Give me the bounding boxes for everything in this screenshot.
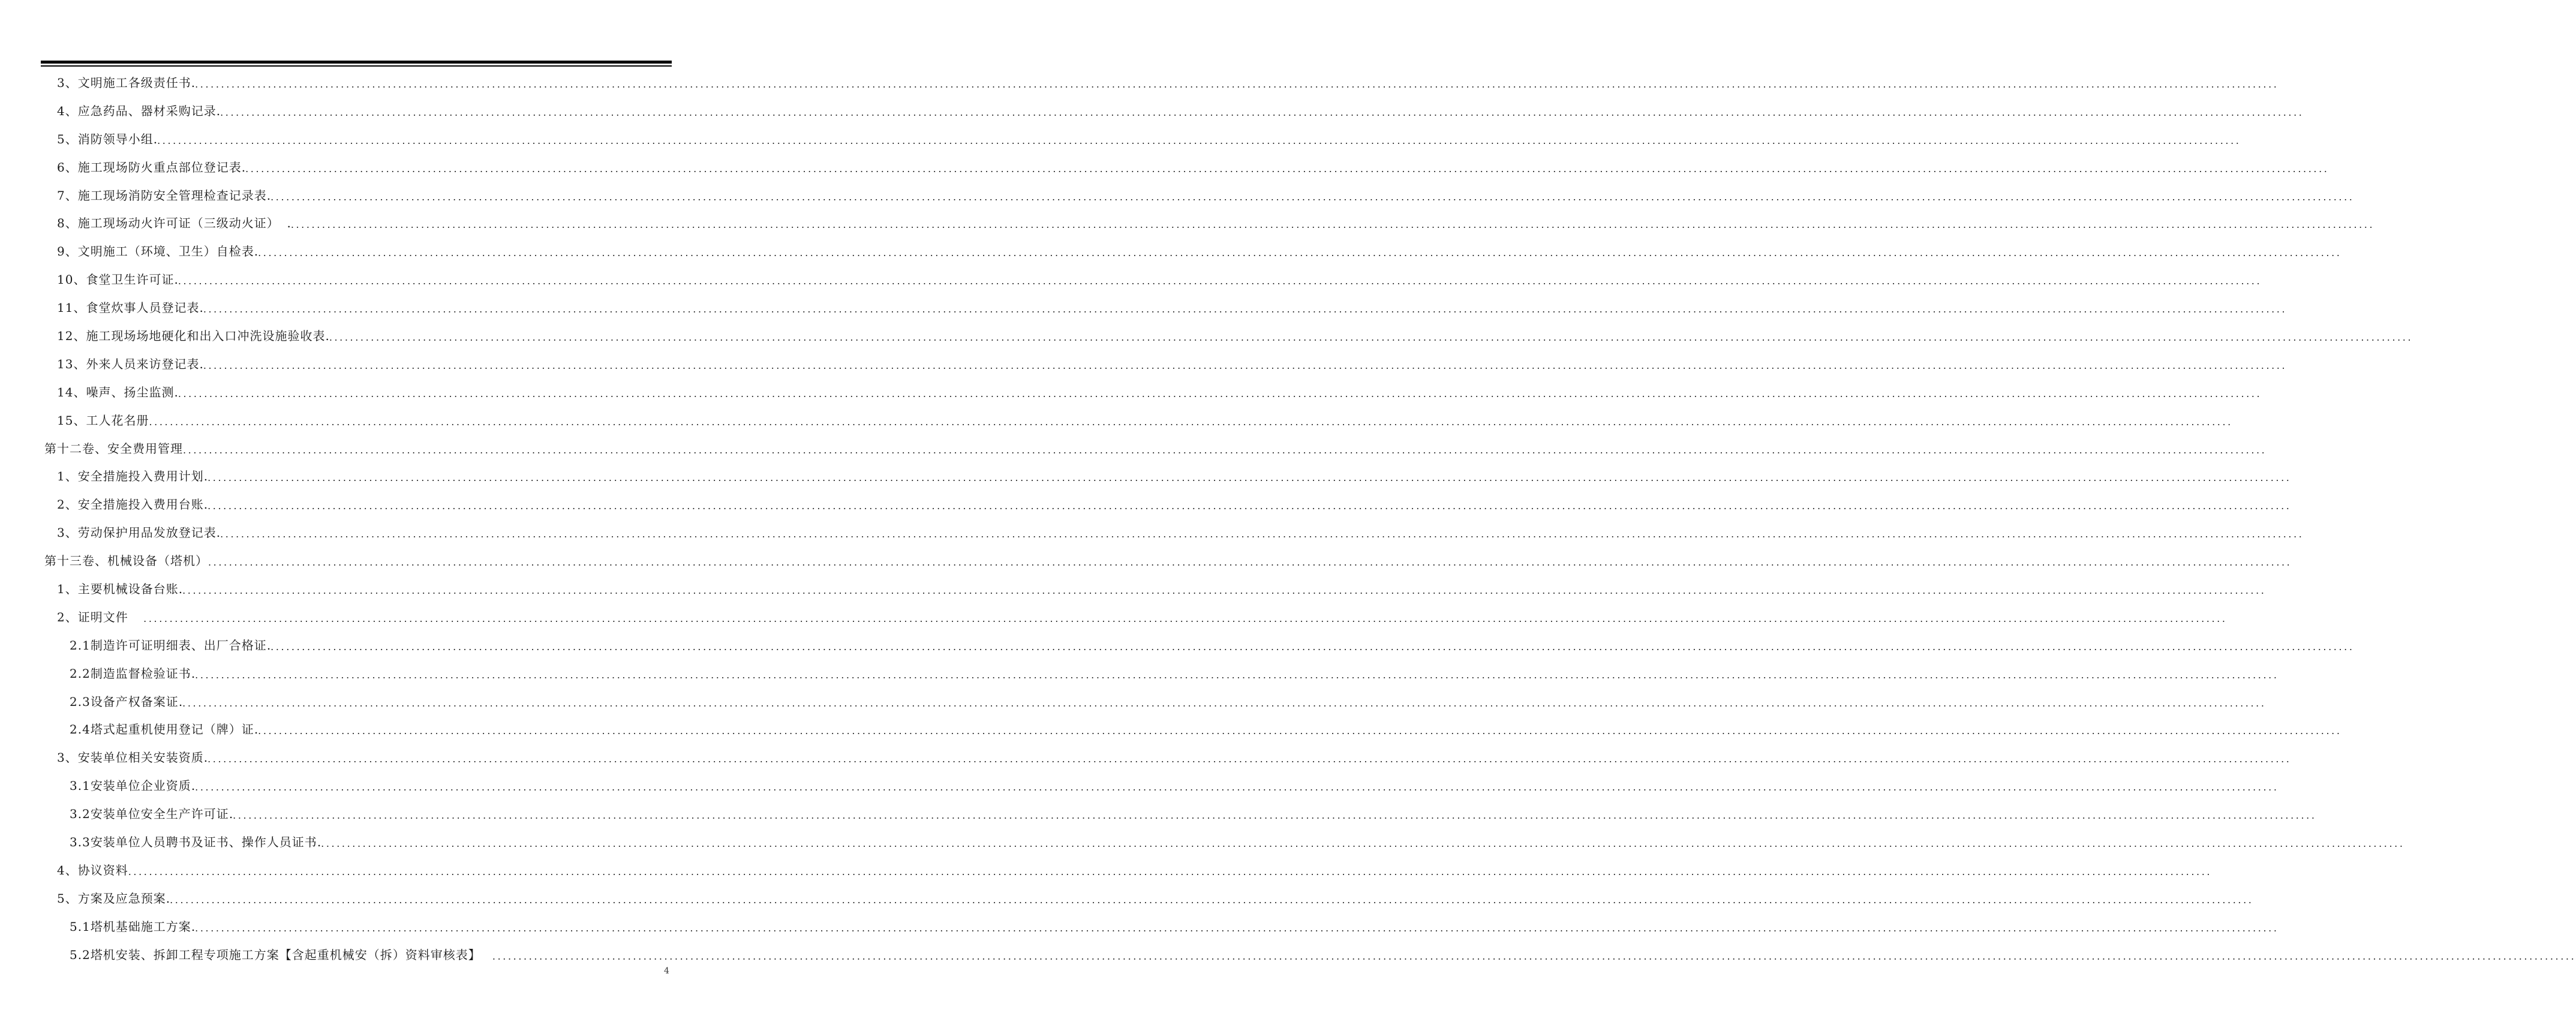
toc-entry-separator: .: [191, 919, 196, 934]
toc-entry-title: 施工现场动火许可证（三级动火证）: [77, 216, 279, 231]
toc-entry-title: 塔式起重机使用登记（牌）证: [90, 722, 254, 737]
toc-entry-number: 4、: [57, 103, 78, 118]
toc-entry-number: 14、: [57, 384, 86, 399]
dot-leader: ................................................................................................................................................................................................................................................................................................................................................................................................................: [195, 781, 2279, 793]
toc-entry-title: 施工现场消防安全管理检查记录表: [77, 188, 267, 203]
toc-entry[interactable]: [0, 575, 2267, 603]
dot-leader: ................................................................................................................................................................................................................................................................................................................................................................................................................: [128, 865, 2213, 877]
toc-entry-separator: .: [325, 329, 329, 344]
dot-leader: ................................................................................................................................................................................................................................................................................................................................................................................................................: [220, 106, 2304, 118]
dot-leader: ................................................................................................................................................................................................................................................................................................................................................................................................................: [329, 332, 2413, 344]
toc-entry-title: 施工现场防火重点部位登记表: [77, 160, 242, 175]
toc-entry-title: 安装单位企业资质: [90, 778, 191, 793]
toc-entry-line: [57, 215, 2375, 232]
toc-entry-title: 塔机安装、拆卸工程专项施工方案【含起重机械安（拆）资料审核表】: [90, 947, 481, 962]
toc-entry[interactable]: [0, 293, 2288, 321]
toc-entry-line: [57, 327, 2413, 344]
toc-entry-line: [70, 834, 2405, 850]
toc-entry-number: 10、: [57, 272, 86, 287]
toc-entry-title: 机械设备（塔机）: [107, 554, 208, 569]
toc-entry-title: 食堂卫生许可证: [86, 272, 175, 287]
toc-entry-line: [57, 890, 2254, 907]
toc-entry[interactable]: [0, 631, 2355, 659]
toc-entry[interactable]: [0, 406, 2233, 434]
toc-entry-line: [70, 805, 2317, 822]
toc-entry-number: 11、: [57, 300, 86, 315]
dot-leader: ................................................................................................................................................................................................................................................................................................................................................................................................................: [208, 472, 2292, 484]
toc-entry-separator: .: [317, 835, 321, 850]
toc-entry-number: 13、: [57, 356, 86, 371]
toc-entry-line: [57, 131, 2241, 148]
dot-leader: ................................................................................................................................................................................................................................................................................................................................................................................................................: [203, 359, 2288, 371]
toc-entry-title: 制造监督检验证书: [90, 666, 191, 681]
toc-entry-separator: .: [178, 582, 183, 597]
toc-entry-title: 方案及应急预案: [77, 891, 166, 906]
toc-entry-title: 文明施工各级责任书: [77, 76, 191, 90]
dot-leader: ................................................................................................................................................................................................................................................................................................................................................................................................................: [170, 894, 2254, 906]
toc-entry-separator: .: [254, 244, 258, 259]
toc-entry-number: 1、: [57, 582, 78, 597]
header-rule-thin: [41, 65, 672, 67]
toc-entry-line: [70, 946, 2576, 963]
toc-entry-title: 应急药品、器材采购记录: [77, 103, 217, 118]
toc-entry[interactable]: [0, 97, 2304, 125]
toc-entry-number: 5.2: [70, 947, 91, 962]
toc-entry-separator: .: [191, 666, 196, 681]
toc-entry[interactable]: [0, 490, 2292, 518]
toc-entry[interactable]: [0, 518, 2304, 546]
dot-leader: ................................................................................................................................................................................................................................................................................................................................................................................................................: [270, 191, 2355, 203]
dot-leader: ................................................................................................................................................................................................................................................................................................................................................................................................................: [321, 838, 2405, 850]
toc-entry-number: 3.2: [70, 807, 91, 822]
toc-entry-number: 2.1: [70, 638, 91, 653]
toc-entry-separator: .: [216, 103, 221, 118]
toc-entry-title: 塔机基础施工方案: [90, 919, 191, 934]
dot-leader: ................................................................................................................................................................................................................................................................................................................................................................................................................: [203, 303, 2288, 315]
toc-entry-separator: .: [216, 525, 221, 540]
dot-leader: ................................................................................................................................................................................................................................................................................................................................................................................................................: [220, 528, 2304, 540]
dot-leader: ................................................................................................................................................................................................................................................................................................................................................................................................................: [290, 219, 2375, 231]
dot-leader: ................................................................................................................................................................................................................................................................................................................................................................................................................: [492, 950, 2576, 962]
toc-entry-line: [57, 749, 2292, 766]
toc-entry-number: 15、: [57, 413, 86, 428]
toc-entry-separator: [128, 609, 143, 626]
dot-leader: ................................................................................................................................................................................................................................................................................................................................................................................................................: [233, 810, 2317, 822]
toc-entry-line: [57, 524, 2304, 541]
toc-entry-number: 4、: [57, 862, 78, 877]
toc-entry-separator: [481, 946, 492, 963]
toc-entry-separator: .: [166, 891, 170, 906]
toc-entry[interactable]: [0, 912, 2279, 940]
toc-entry-title: 噪声、扬尘监测: [86, 384, 175, 399]
toc-entry-line: [57, 412, 2233, 429]
toc-entry-number: 第十三卷、: [44, 554, 107, 569]
toc-entry-separator: .: [203, 497, 208, 512]
dot-leader: ................................................................................................................................................................................................................................................................................................................................................................................................................: [143, 612, 2228, 624]
dot-leader: ................................................................................................................................................................................................................................................................................................................................................................................................................: [182, 585, 2267, 597]
toc-entry[interactable]: [0, 659, 2279, 687]
toc-entry[interactable]: [0, 321, 2413, 350]
toc-entry[interactable]: [0, 265, 2262, 293]
toc-entry-separator: .: [229, 807, 233, 822]
dot-leader: ................................................................................................................................................................................................................................................................................................................................................................................................................: [208, 557, 2292, 569]
toc-entry-separator: .: [266, 638, 271, 653]
toc-entry-line: [57, 74, 2279, 91]
toc-entry-line: [70, 918, 2279, 935]
dot-leader: ................................................................................................................................................................................................................................................................................................................................................................................................................: [258, 725, 2342, 737]
toc-entry-title: 工人花名册: [86, 413, 149, 428]
toc-entry-number: 第十二卷、: [44, 441, 107, 456]
toc-entry-number: 3.3: [70, 835, 91, 850]
toc-entry[interactable]: [0, 125, 2241, 153]
toc-entry-number: 2.3: [70, 694, 91, 709]
toc-entry-line: [57, 299, 2288, 316]
dot-leader: ................................................................................................................................................................................................................................................................................................................................................................................................................: [195, 79, 2279, 90]
toc-entry-number: 2、: [57, 497, 78, 512]
toc-entry-line: [44, 552, 2292, 569]
toc-entry-separator: .: [266, 188, 271, 203]
toc-entry-number: 6、: [57, 160, 78, 175]
toc-entry-title: 文明施工（环境、卫生）自检表: [77, 244, 254, 259]
toc-entry-number: 1、: [57, 469, 78, 484]
toc-entry-separator: .: [203, 750, 208, 765]
toc-entry-line: [57, 243, 2342, 260]
toc-entry-line: [57, 384, 2262, 401]
toc-entry-title: 安全措施投入费用台账: [77, 497, 204, 512]
toc-entry-title: 食堂炊事人员登记表: [86, 300, 200, 315]
toc-entry-number: 9、: [57, 244, 78, 259]
toc-entry-separator: .: [153, 131, 158, 146]
toc-entry[interactable]: [0, 434, 2267, 462]
toc-entry-number: 3、: [57, 750, 78, 765]
toc-entry[interactable]: [0, 828, 2405, 856]
toc-entry-line: [70, 777, 2279, 794]
toc-entry[interactable]: [0, 715, 2342, 743]
toc-entry-line: [57, 496, 2292, 513]
toc-entry-number: 2.2: [70, 666, 91, 681]
toc-entry-line: [70, 721, 2342, 738]
dot-leader: ................................................................................................................................................................................................................................................................................................................................................................................................................: [208, 753, 2292, 765]
toc-entry-separator: .: [241, 160, 246, 175]
toc-entry-line: [57, 862, 2213, 879]
dot-leader: ................................................................................................................................................................................................................................................................................................................................................................................................................: [258, 247, 2342, 259]
toc-entry-line: [70, 693, 2267, 710]
toc-entry-number: 3、: [57, 525, 78, 540]
toc-entry[interactable]: [0, 209, 2375, 237]
toc-entry-line: [44, 440, 2267, 457]
toc-entry-number: 2、: [57, 609, 78, 624]
toc-entry-number: 3、: [57, 76, 78, 90]
toc-entry[interactable]: [0, 940, 2576, 969]
toc-entry-separator: .: [178, 694, 183, 709]
toc-entry-separator: .: [254, 722, 258, 737]
toc-entry[interactable]: [0, 884, 2254, 912]
toc-entry-number: 5、: [57, 891, 78, 906]
toc-entry-separator: .: [199, 300, 203, 315]
toc-entry-title: 制造许可证明细表、出厂合格证: [90, 638, 267, 653]
toc-entry[interactable]: [0, 771, 2279, 799]
toc-entry-title: 外来人员来访登记表: [86, 356, 200, 371]
toc-entry-line: [70, 637, 2355, 654]
toc-entry[interactable]: [0, 687, 2267, 716]
toc-entry[interactable]: [0, 799, 2317, 828]
toc-entry[interactable]: [0, 181, 2355, 209]
header-rule-thick: [41, 61, 672, 64]
toc-entry-number: 5、: [57, 131, 78, 146]
toc-entry-number: 12、: [57, 329, 86, 344]
toc-entry-title: 协议资料: [77, 862, 128, 877]
toc-entry-title: 证明文件: [77, 609, 128, 624]
toc-entry-separator: .: [203, 469, 208, 484]
toc-entry-separator: .: [191, 778, 196, 793]
toc-entry-title: 安全费用管理: [107, 441, 183, 456]
toc-entry[interactable]: [0, 68, 2279, 97]
toc-entry[interactable]: [0, 153, 2329, 181]
toc-entry-line: [57, 468, 2292, 485]
toc-entry[interactable]: [0, 350, 2288, 378]
toc-entry-title: 施工现场场地硬化和出入口冲洗设施验收表: [86, 329, 326, 344]
dot-leader: ................................................................................................................................................................................................................................................................................................................................................................................................................: [183, 444, 2267, 456]
toc-entry-line: [70, 665, 2279, 682]
toc-entry-title: 消防领导小组: [77, 131, 154, 146]
toc-entry-line: [57, 187, 2355, 204]
dot-leader: ................................................................................................................................................................................................................................................................................................................................................................................................................: [270, 641, 2355, 653]
table-of-contents: [0, 68, 2576, 969]
toc-entry-title: 设备产权备案证: [90, 694, 179, 709]
toc-entry-separator: .: [191, 76, 196, 90]
toc-entry[interactable]: [0, 237, 2342, 265]
toc-entry-line: [57, 103, 2304, 119]
toc-entry[interactable]: [0, 603, 2228, 631]
page-number: 4: [664, 966, 669, 976]
toc-entry-number: 7、: [57, 188, 78, 203]
toc-entry-line: [57, 271, 2262, 288]
toc-entry[interactable]: [0, 743, 2292, 771]
toc-entry-title: 主要机械设备台账: [77, 582, 179, 597]
toc-entry[interactable]: [0, 378, 2262, 406]
toc-entry-title: 安全措施投入费用计划: [77, 469, 204, 484]
toc-entry-number: 2.4: [70, 722, 91, 737]
toc-entry-line: [57, 581, 2267, 597]
toc-entry-number: 8、: [57, 216, 78, 231]
toc-entry-title: 安装单位安全生产许可证: [90, 807, 229, 822]
dot-leader: ................................................................................................................................................................................................................................................................................................................................................................................................................: [157, 134, 2241, 146]
toc-entry-line: [57, 609, 2228, 626]
dot-leader: ................................................................................................................................................................................................................................................................................................................................................................................................................: [208, 500, 2292, 512]
dot-leader: ................................................................................................................................................................................................................................................................................................................................................................................................................: [182, 697, 2267, 709]
toc-entry-separator: .: [199, 356, 203, 371]
toc-entry[interactable]: [0, 856, 2213, 884]
dot-leader: ................................................................................................................................................................................................................................................................................................................................................................................................................: [195, 922, 2279, 934]
toc-entry[interactable]: [0, 462, 2292, 490]
toc-entry-title: 安装单位人员聘书及证书、操作人员证书: [90, 835, 317, 850]
dot-leader: ................................................................................................................................................................................................................................................................................................................................................................................................................: [245, 163, 2329, 175]
toc-entry-title: 安装单位相关安装资质: [77, 750, 204, 765]
toc-entry-separator: .: [279, 216, 291, 231]
toc-entry-title: 劳动保护用品发放登记表: [77, 525, 217, 540]
dot-leader: ................................................................................................................................................................................................................................................................................................................................................................................................................: [195, 669, 2279, 681]
toc-entry-line: [57, 356, 2288, 372]
toc-entry[interactable]: [0, 546, 2292, 575]
dot-leader: ................................................................................................................................................................................................................................................................................................................................................................................................................: [178, 387, 2262, 399]
dot-leader: ................................................................................................................................................................................................................................................................................................................................................................................................................: [149, 416, 2233, 428]
toc-entry-separator: .: [174, 272, 178, 287]
toc-entry-number: 3.1: [70, 778, 91, 793]
toc-entry-line: [57, 159, 2329, 176]
toc-entry-number: 5.1: [70, 919, 91, 934]
dot-leader: ................................................................................................................................................................................................................................................................................................................................................................................................................: [178, 275, 2262, 287]
toc-entry-separator: .: [174, 384, 178, 399]
